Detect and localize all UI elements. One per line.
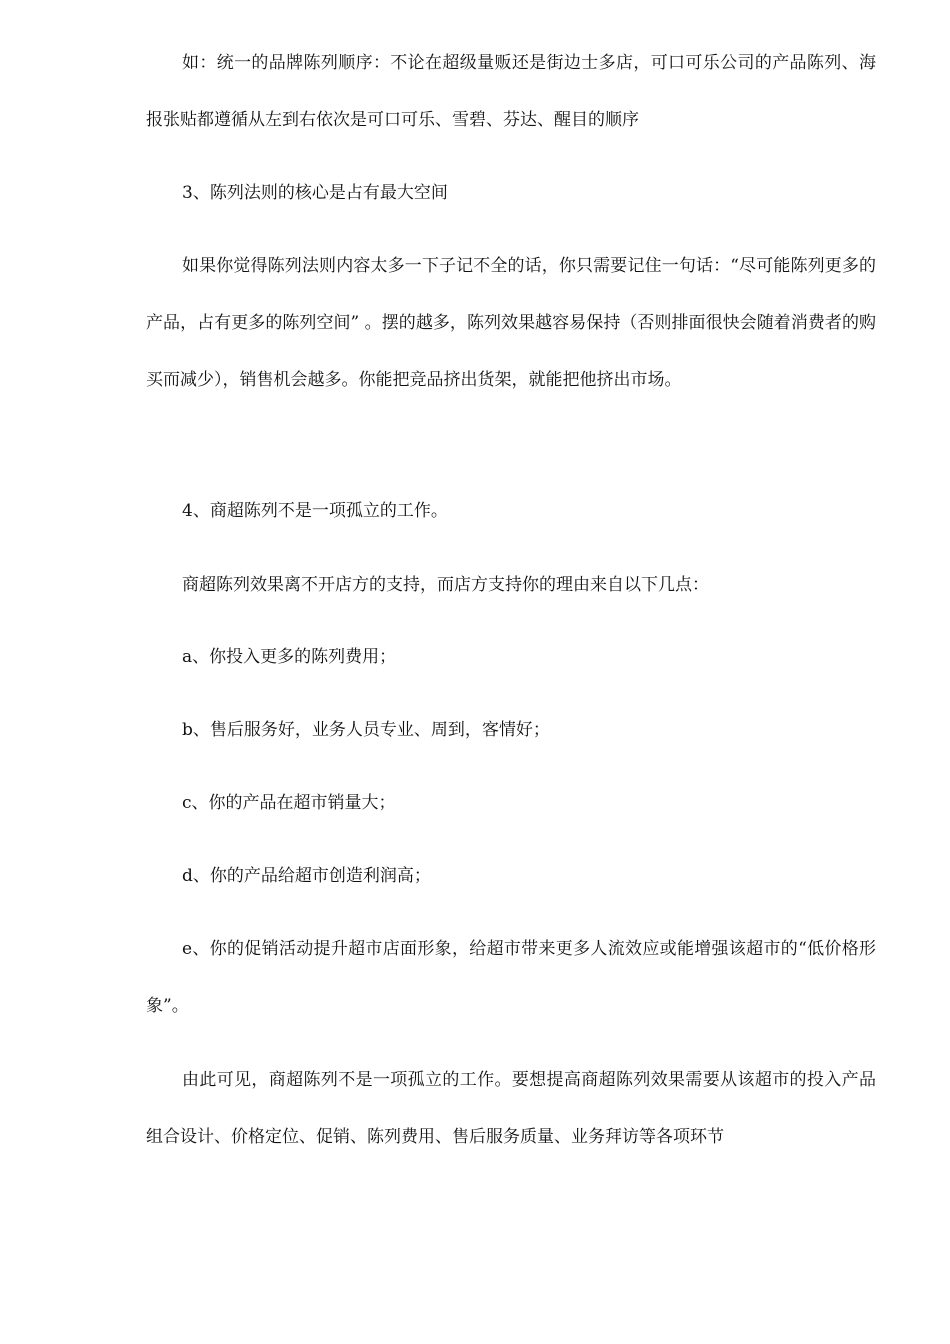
- list-item-b: b、售后服务好，业务人员专业、周到，客情好；: [182, 720, 550, 740]
- list-item-d: d、你的产品给超市创造利润高；: [182, 866, 431, 886]
- list-item-a: a、你投入更多的陈列费用；: [182, 647, 397, 667]
- list-item-e: e、你的促销活动提升超市店面形象，给超市带来更多人流效应或能增强该超市的“低价格形象”。: [146, 939, 876, 1016]
- paragraph-max-space: 如果你觉得陈列法则内容太多一下子记不全的话，你只需要记住一句话：“尽可能陈列更多的产品，占有更多的陈列空间” 。摆的越多，陈列效果越容易保持（否则排面很快会随着消费者的购买而减少），销售机会越多。你能把竞品挤出货架，就能把他挤出市场。: [146, 256, 876, 390]
- heading-point-3: 3、陈列法则的核心是占有最大空间: [182, 183, 448, 203]
- list-item-c: c、你的产品在超市销量大；: [182, 793, 396, 813]
- paragraph-brand-order-example: 如：统一的品牌陈列顺序：不论在超级量贩还是街边士多店，可口可乐公司的产品陈列、海报张贴都遵循从左到右依次是可口可乐、雪碧、芬达、醒目的顺序: [146, 53, 876, 130]
- paragraph-store-support: 商超陈列效果离不开店方的支持，而店方支持你的理由来自以下几点：: [182, 575, 709, 595]
- paragraph-conclusion: 由此可见，商超陈列不是一项孤立的工作。要想提高商超陈列效果需要从该超市的投入产品组合设计、价格定位、促销、陈列费用、售后服务质量、业务拜访等各项环节: [146, 1070, 876, 1147]
- heading-point-4: 4、商超陈列不是一项孤立的工作。: [182, 501, 448, 521]
